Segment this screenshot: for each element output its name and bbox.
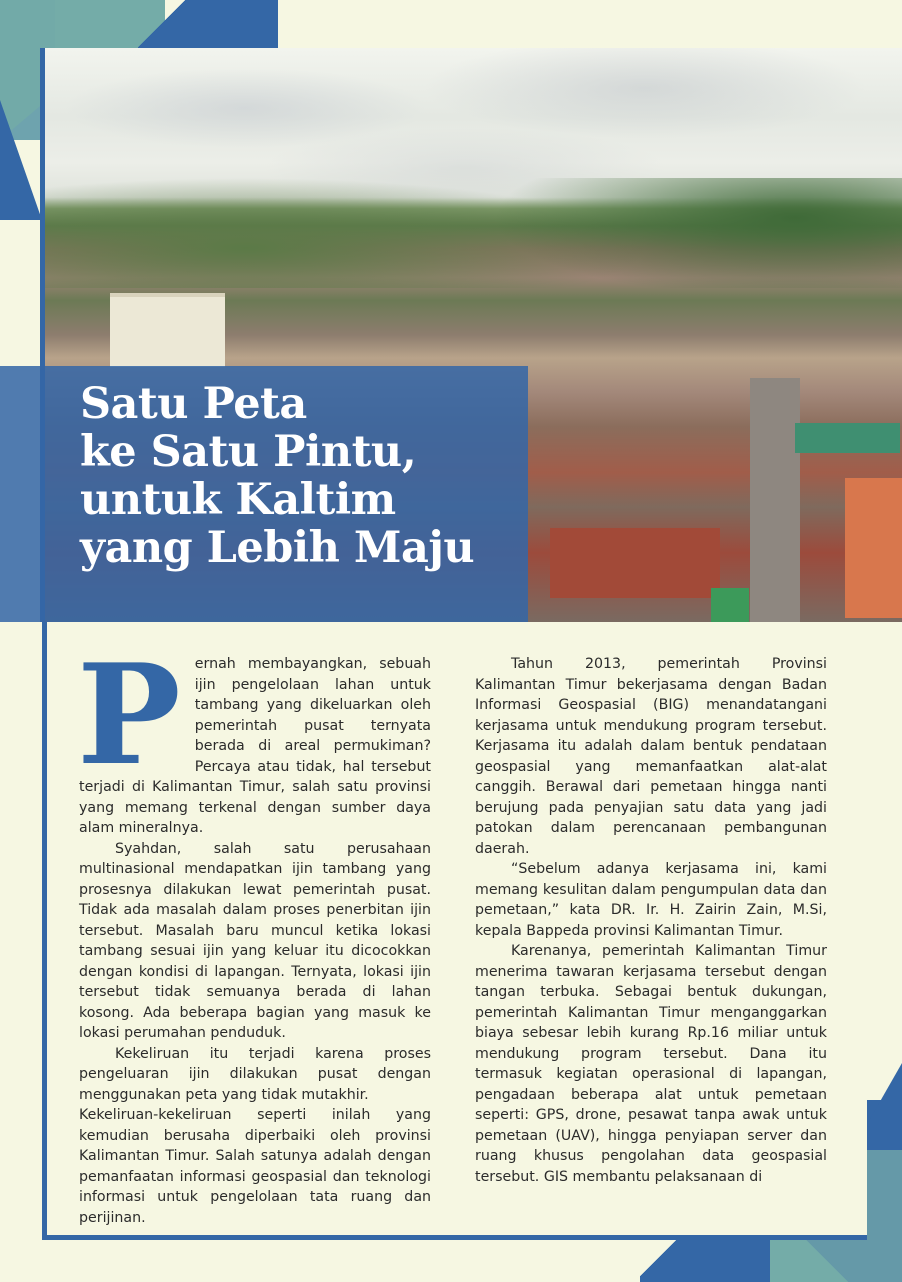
photo-green-roof bbox=[711, 588, 749, 622]
paragraph: Kekeliruan itu terjadi karena proses pengeluaran ijin dilakukan pusat dengan menggunakan peta yang tidak mutakhir. bbox=[79, 1045, 431, 1103]
title-line: untuk Kaltim bbox=[80, 475, 396, 525]
title-line: yang Lebih Maju bbox=[80, 523, 475, 573]
article-title bbox=[80, 380, 474, 572]
decor-blue-band bbox=[138, 0, 278, 48]
photo-hills bbox=[45, 178, 902, 288]
decor-blue-triangle bbox=[862, 1063, 902, 1133]
photo-white-building bbox=[110, 293, 225, 367]
decor-teal-triangle bbox=[770, 1240, 902, 1282]
paragraph-text: ernah membayangkan, sebuah ijin pengelolaan lahan untuk tambang yang dikeluarkan oleh pemerintah pusat ternyata berada di areal permukiman? Percaya atau tidak, hal tersebut terjadi di Kalimantan Timur, salah satu provinsi yang memang terkenal dengan sumber daya alam mineralnya. bbox=[79, 656, 431, 836]
photo-red-roof bbox=[550, 528, 720, 598]
photo-clouds bbox=[45, 48, 902, 198]
article-column-right bbox=[475, 654, 827, 1187]
title-line: ke Satu Pintu, bbox=[80, 427, 417, 477]
paragraph: “Sebelum adanya kerjasama ini, kami memang kesulitan dalam pengumpulan data dan pemetaan,” kata DR. Ir. H. Zairin Zain, M.Si, kepala Bappeda provinsi Kalimantan Timur. bbox=[475, 861, 827, 939]
paragraph: Kekeliruan-kekeliruan seperti inilah yang kemudian berusaha diperbaiki oleh provinsi Kalimantan Timur. Salah satunya adalah dengan pemanfaatan informasi geospasial dan teknologi informasi untuk pengelolaan tata ruang dan perijinan. bbox=[79, 1107, 431, 1226]
photo-street bbox=[750, 378, 800, 622]
dropcap: P bbox=[77, 633, 181, 796]
paragraph: Syahdan, salah satu perusahaan multinasional mendapatkan ijin tambang yang prosesnya dilakukan lewat pemerintah pusat. Tidak ada masalah dalam proses penerbitan ijin tersebut. Masalah baru muncul ketika lokasi tambang sesuai ijin yang keluar itu dicocokkan dengan kondisi di lapangan. Ternyata, lokasi ijin tersebut tidak semuanya berada di lahan kosong. Ada beberapa bagian yang masuk ke lokasi perumahan penduduk. bbox=[79, 840, 431, 1041]
title-line: Satu Peta bbox=[80, 379, 307, 429]
photo-green-roof bbox=[795, 423, 900, 453]
decor-blue-triangle bbox=[0, 100, 42, 220]
photo-orange-roof bbox=[845, 478, 902, 618]
article-column-left bbox=[77, 633, 431, 1228]
paragraph: Tahun 2013, pemerintah Provinsi Kalimantan Timur bekerjasama dengan Badan Informasi Geospasial (BIG) menandatangani kerjasama untuk mendukung program tersebut. Kerjasama itu adalah dalam bentuk pendataan geospasial yang memanfaatkan alat-alat canggih. Berawal dari pemetaan hingga nanti berujung pada penyajian satu data yang jadi patokan dalam perencanaan pembangunan daerah. bbox=[475, 656, 827, 857]
paragraph bbox=[77, 633, 431, 839]
paragraph: Karenanya, pemerintah Kalimantan Timur menerima tawaran kerjasama tersebut dengan tangan terbuka. Sebagai bentuk dukungan, pemerintah Kalimantan Timur menganggarkan biaya sebesar lebih kurang Rp.16 miliar untuk mendukung program tersebut. Dana itu termasuk kegiatan operasional di lapangan, pengadaan beberapa alat untuk pemetaan seperti: GPS, drone, pesawat tanpa awak untuk pemetaan (UAV), hingga penyiapan server dan ruang khusus pengolahan data geospasial tersebut. GIS membantu pelaksanaan di bbox=[475, 943, 827, 1185]
